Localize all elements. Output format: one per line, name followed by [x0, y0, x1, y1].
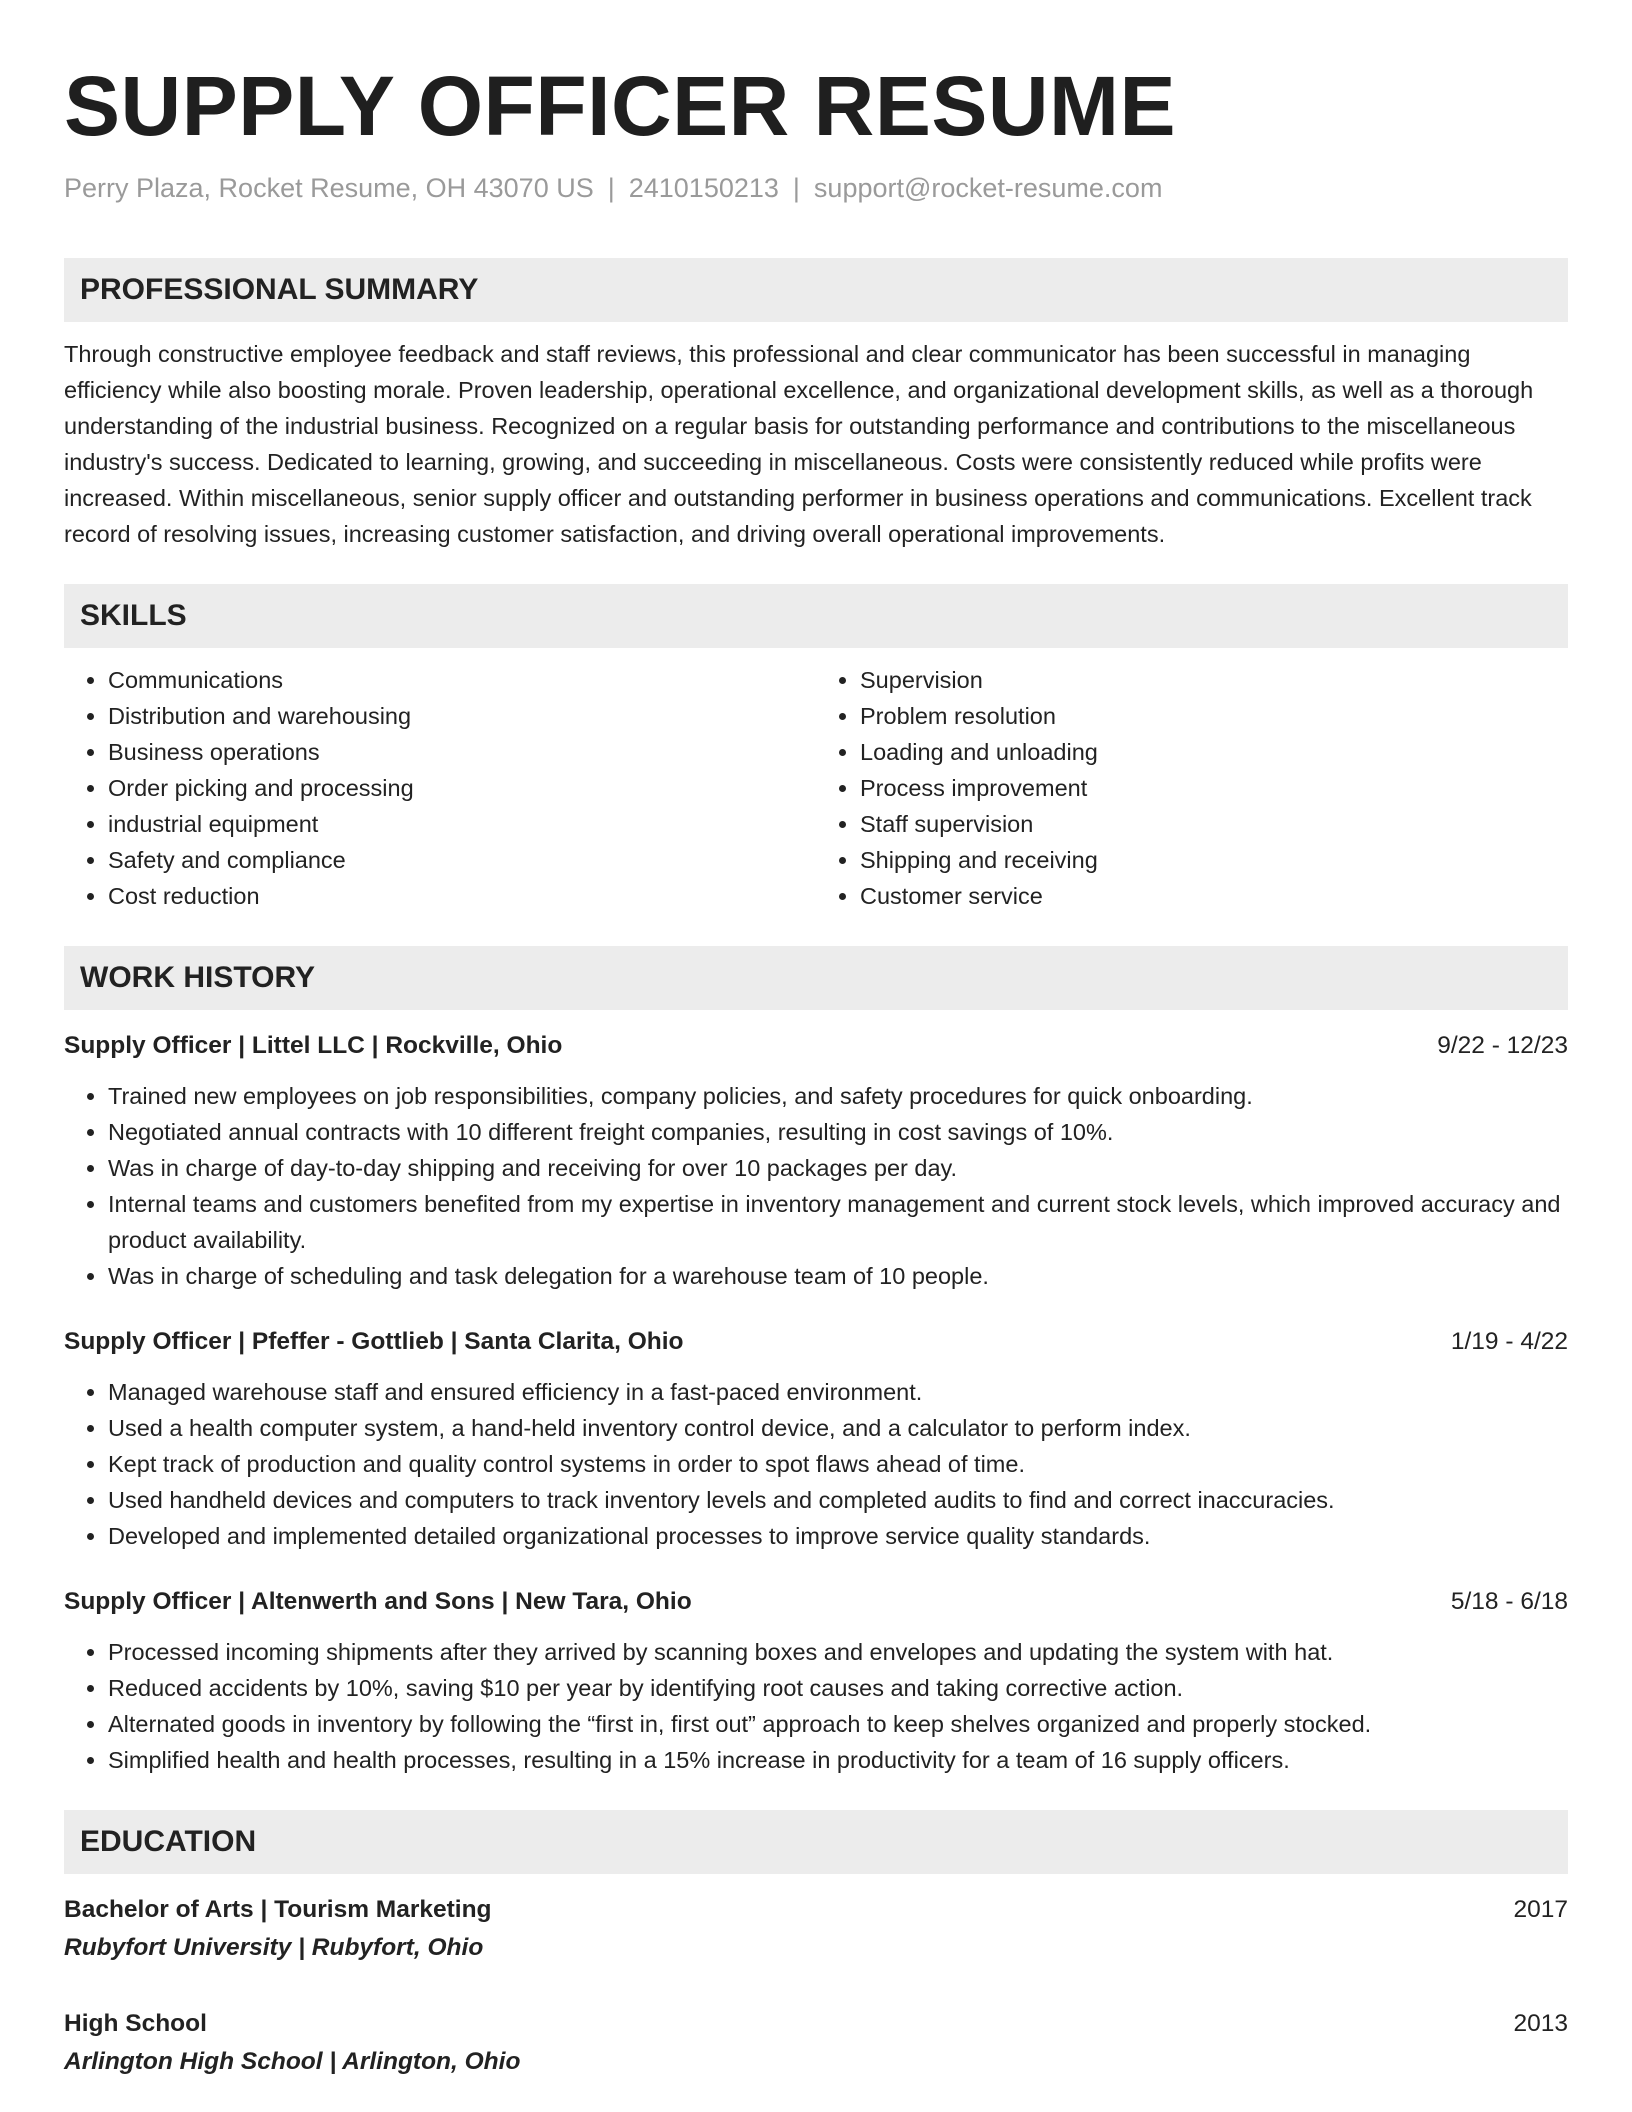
summary-heading: PROFESSIONAL SUMMARY — [64, 258, 1568, 322]
job-bullet: • Internal teams and customers benefited from my expertise in inventory management and current stock levels, which improved accuracy and product availability. — [108, 1186, 1568, 1258]
education-entry — [64, 1892, 1568, 1968]
skill-item: • Distribution and warehousing — [108, 698, 816, 734]
job-bullet: • Simplified health and health processes, resulting in a 15% increase in productivity for a team of 16 supply officers. — [108, 1742, 1568, 1778]
job-entry — [64, 1584, 1568, 1778]
job-bullet: • Processed incoming shipments after they arrived by scanning boxes and envelopes and updating the system with hat. — [108, 1634, 1568, 1670]
job-bullet: • Developed and implemented detailed organizational processes to improve service quality standards. — [108, 1518, 1568, 1554]
job-bullet: • Alternated goods in inventory by following the “first in, first out” approach to keep shelves organized and properly stocked. — [108, 1706, 1568, 1742]
job-entry — [64, 1324, 1568, 1554]
page-title: SUPPLY OFFICER RESUME — [64, 59, 1177, 153]
education-year: 2013 — [1513, 2010, 1568, 2037]
skill-item: • Problem resolution — [860, 698, 1568, 734]
job-bullet: • Negotiated annual contracts with 10 different freight companies, resulting in cost savings of 10%. — [108, 1114, 1568, 1150]
skill-item: • Order picking and processing — [108, 770, 816, 806]
education-entry — [64, 2006, 1568, 2082]
job-title: Supply Officer | Littel LLC | Rockville, Ohio — [64, 1032, 563, 1059]
job-bullet: • Was in charge of scheduling and task delegation for a warehouse team of 10 people. — [108, 1258, 1568, 1294]
contact-email: support@rocket-resume.com — [813, 173, 1163, 203]
contact-separator: | — [792, 173, 800, 203]
job-dates: 5/18 - 6/18 — [1450, 1588, 1568, 1615]
skills-column-right — [816, 662, 1568, 914]
skill-item: • Staff supervision — [860, 806, 1568, 842]
job-bullet: • Kept track of production and quality control systems in order to spot flaws ahead of time. — [108, 1446, 1568, 1482]
job-title: Supply Officer | Altenwerth and Sons | New Tara, Ohio — [64, 1588, 692, 1615]
contact-phone: 2410150213 — [628, 173, 779, 203]
job-bullet: • Managed warehouse staff and ensured efficiency in a fast-paced environment. — [108, 1374, 1568, 1410]
education-school: Rubyfort University | Rubyfort, Ohio — [64, 1934, 484, 1961]
work-heading: WORK HISTORY — [64, 946, 1568, 1010]
contact-address: Perry Plaza, Rocket Resume, OH 43070 US — [64, 173, 594, 203]
job-dates: 1/19 - 4/22 — [1450, 1328, 1568, 1355]
skills-list — [64, 662, 1568, 914]
skill-item: • Supervision — [860, 662, 1568, 698]
education-heading: EDUCATION — [64, 1810, 1568, 1874]
skill-item: • Customer service — [860, 878, 1568, 914]
education-year: 2017 — [1513, 1896, 1568, 1923]
job-bullet: • Trained new employees on job responsibilities, company policies, and safety procedures for quick onboarding. — [108, 1078, 1568, 1114]
skill-item: • Cost reduction — [108, 878, 816, 914]
skills-column-left — [64, 662, 816, 914]
job-bullet: • Used handheld devices and computers to track inventory levels and completed audits to find and correct inaccuracies. — [108, 1482, 1568, 1518]
education-degree: Bachelor of Arts | Tourism Marketing — [64, 1896, 492, 1923]
skill-item: • Communications — [108, 662, 816, 698]
summary-text: Through constructive employee feedback and staff reviews, this professional and clear communicator has been successful in managing efficiency while also boosting morale. Proven leadership, operational excellence, and organizational development skills, as well as a thorough understanding of the industrial business. Recognized on a regular basis for outstanding performance and contributions to the miscellaneous industry's success. Dedicated to learning, growing, and succeeding in miscellaneous. Costs were consistently reduced while profits were increased. Within miscellaneous, senior supply officer and outstanding performer in business operations and communications. Excellent track record of resolving issues, increasing customer satisfaction, and driving overall operational improvements. — [64, 341, 1534, 547]
job-bullet: • Reduced accidents by 10%, saving $10 per year by identifying root causes and taking corrective action. — [108, 1670, 1568, 1706]
job-title: Supply Officer | Pfeffer - Gottlieb | Santa Clarita, Ohio — [64, 1328, 684, 1355]
job-dates: 9/22 - 12/23 — [1437, 1032, 1568, 1059]
skill-item: • Process improvement — [860, 770, 1568, 806]
contact-line — [64, 170, 1568, 206]
skill-item: • Shipping and receiving — [860, 842, 1568, 878]
skill-item: • Business operations — [108, 734, 816, 770]
skill-item: • Loading and unloading — [860, 734, 1568, 770]
job-entry — [64, 1028, 1568, 1294]
education-school: Arlington High School | Arlington, Ohio — [64, 2048, 521, 2075]
job-bullets — [64, 1634, 1568, 1778]
contact-separator: | — [607, 173, 615, 203]
job-bullet: • Was in charge of day-to-day shipping and receiving for over 10 packages per day. — [108, 1150, 1568, 1186]
skills-heading: SKILLS — [64, 584, 1568, 648]
skill-item: • Safety and compliance — [108, 842, 816, 878]
job-bullet: • Used a health computer system, a hand-held inventory control device, and a calculator to perform index. — [108, 1410, 1568, 1446]
job-bullets — [64, 1374, 1568, 1554]
education-degree: High School — [64, 2010, 207, 2037]
skill-item: • industrial equipment — [108, 806, 816, 842]
job-bullets — [64, 1078, 1568, 1294]
